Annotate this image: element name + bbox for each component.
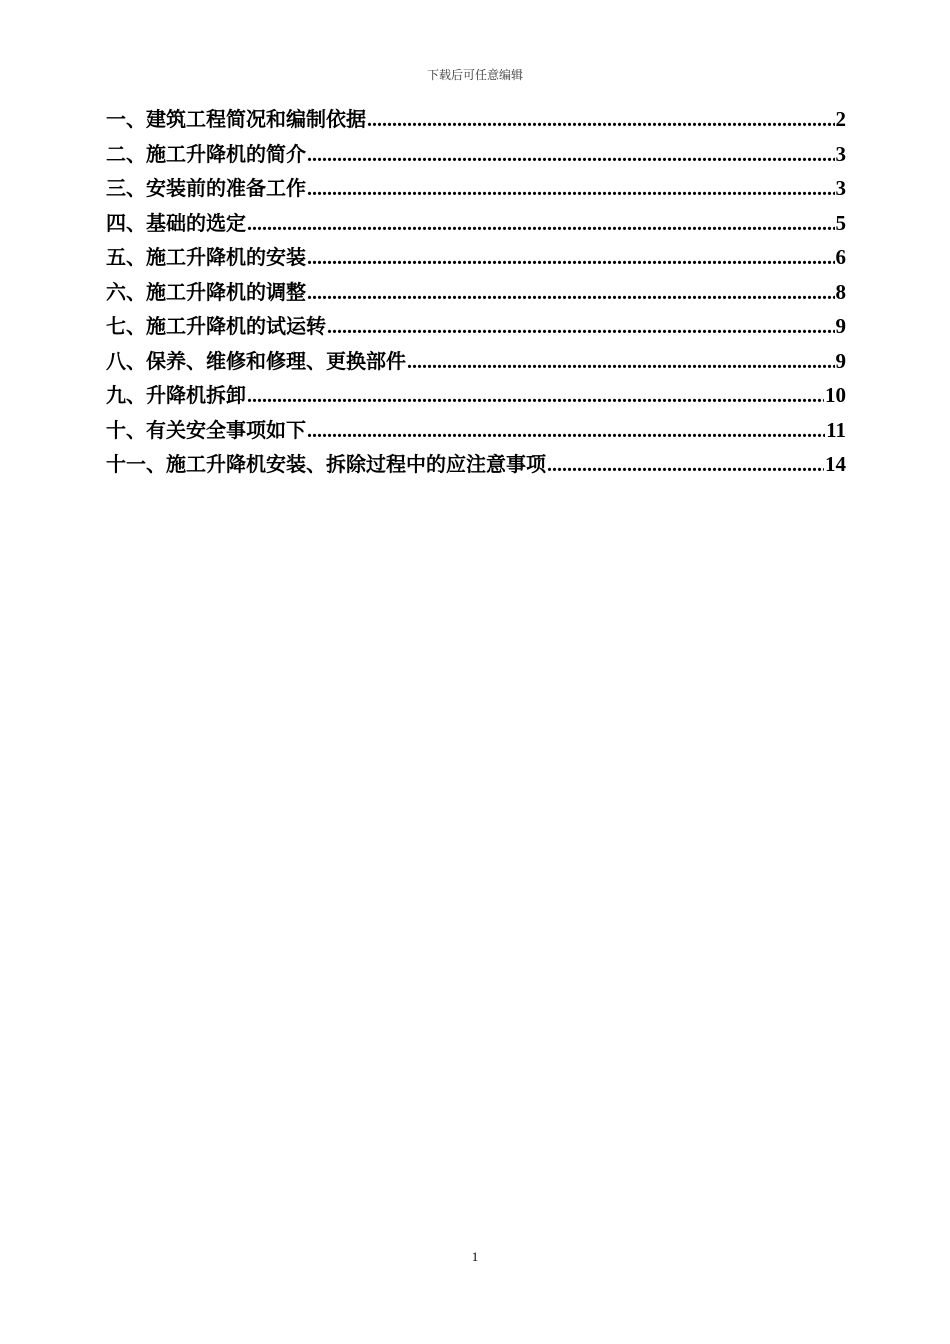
toc-entry-page: 3: [835, 141, 846, 166]
toc-dot-leader: [327, 310, 835, 345]
toc-entry-page: 3: [835, 176, 846, 200]
toc-entry-page: 8: [835, 279, 846, 304]
toc-entry-title: 十一、施工升降机安装、拆除过程中的应注意事项: [106, 452, 546, 476]
toc-dot-leader: [407, 345, 835, 380]
toc-dot-leader: [307, 276, 835, 311]
toc-dot-leader: [547, 448, 824, 483]
toc-entry-page: 14: [825, 452, 846, 476]
toc-dot-leader: [307, 241, 835, 276]
toc-entry-page: 5: [835, 210, 846, 235]
toc-dot-leader: [247, 379, 824, 414]
toc-entry-title: 五、施工升降机的安装: [106, 245, 306, 269]
toc-entry-page: 6: [835, 245, 846, 269]
toc-dot-leader: [307, 138, 835, 173]
toc-dot-leader: [307, 414, 825, 449]
toc-entry-title: 八、保养、维修和修理、更换部件: [106, 348, 406, 373]
toc-entry-title: 二、施工升降机的简介: [106, 141, 306, 166]
toc-entry[interactable]: [106, 102, 846, 137]
toc-dot-leader: [247, 207, 835, 242]
toc-entry-title: 四、基础的选定: [106, 210, 246, 235]
toc-dot-leader: [367, 103, 835, 138]
header-note: 下载后可任意编辑: [426, 68, 523, 82]
toc-entry[interactable]: [106, 275, 846, 310]
toc-entry-title: 七、施工升降机的试运转: [106, 314, 326, 338]
table-of-contents: [106, 102, 846, 482]
toc-entry[interactable]: [106, 413, 846, 448]
page-number: 1: [471, 1249, 479, 1264]
toc-entry-page: 2: [835, 107, 846, 131]
toc-entry-page: 9: [835, 348, 846, 373]
toc-entry[interactable]: [106, 240, 846, 275]
toc-entry[interactable]: [106, 344, 846, 379]
toc-entry-title: 十、有关安全事项如下: [106, 417, 306, 442]
toc-entry[interactable]: [106, 309, 846, 344]
toc-entry-title: 九、升降机拆卸: [106, 383, 246, 407]
toc-entry[interactable]: [106, 378, 846, 413]
toc-entry-title: 三、安装前的准备工作: [106, 176, 306, 200]
toc-entry-title: 一、建筑工程简况和编制依据: [106, 107, 366, 131]
toc-entry[interactable]: [106, 447, 846, 482]
toc-entry-page: 10: [825, 383, 846, 407]
toc-entry-page: 11: [826, 417, 846, 442]
toc-entry-title: 六、施工升降机的调整: [106, 279, 306, 304]
toc-entry[interactable]: [106, 171, 846, 206]
toc-entry-page: 9: [835, 314, 846, 338]
toc-entry[interactable]: [106, 137, 846, 172]
toc-entry[interactable]: [106, 206, 846, 241]
toc-dot-leader: [307, 172, 835, 207]
